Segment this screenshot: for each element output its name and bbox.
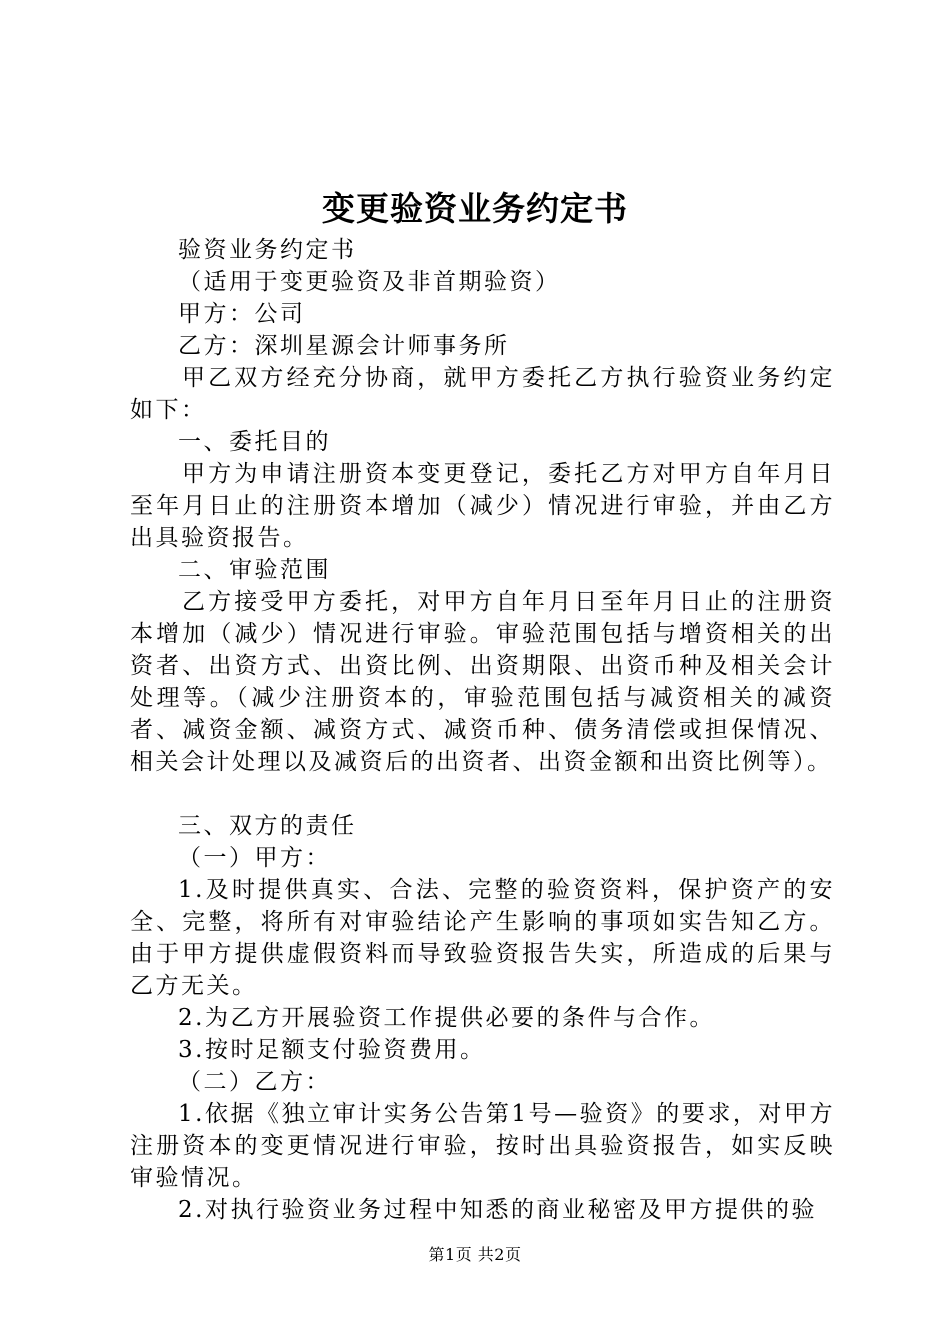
- section-heading-scope: 二、审验范围: [178, 557, 331, 583]
- paragraph-preamble: 甲乙双方经充分协商，就甲方委托乙方执行验资业务约定如下：: [130, 365, 835, 423]
- subsection-heading-party-a: （一）甲方：: [178, 845, 331, 871]
- paragraph-subtitle: 验资业务约定书: [178, 237, 357, 263]
- paragraph-applicability: （适用于变更验资及非首期验资）: [178, 269, 561, 295]
- document-body: [130, 234, 835, 1226]
- paragraph-party-b-item-1: 1.依据《独立审计实务公告第1号—验资》的要求，对甲方注册资本的变更情况进行审验，按时出具验资报告，如实反映审验情况。: [130, 1101, 835, 1191]
- paragraph-scope: 乙方接受甲方委托，对甲方自年月日至年月日止的注册资本增加（减少）情况进行审验。审验范围包括与增资相关的出资者、出资方式、出资比例、出资期限、出资币种及相关会计处理等。（减少注册资本的，审验范围包括与减资相关的减资者、减资金额、减资方式、减资币种、债务清偿或担保情况、相关会计处理以及减资后的出资者、出资金额和出资比例等）。: [130, 589, 835, 775]
- document-title: 变更验资业务约定书: [322, 189, 628, 228]
- paragraph-party-a-item-1: 1.及时提供真实、合法、完整的验资资料，保护资产的安全、完整，将所有对审验结论产生影响的事项如实告知乙方。由于甲方提供虚假资料而导致验资报告失实，所造成的后果与乙方无关。: [130, 877, 835, 999]
- paragraph-party-b-item-2: 2.对执行验资业务过程中知悉的商业秘密及甲方提供的验: [178, 1197, 817, 1223]
- paragraph-party-a-item-2: 2.为乙方开展验资工作提供必要的条件与合作。: [178, 1005, 715, 1031]
- section-heading-purpose: 一、委托目的: [178, 429, 331, 455]
- paragraph-purpose: 甲方为申请注册资本变更登记，委托乙方对甲方自年月日至年月日止的注册资本增加（减少）情况进行审验，并由乙方出具验资报告。: [130, 461, 835, 551]
- paragraph-party-a-item-3: 3.按时足额支付验资费用。: [178, 1037, 486, 1063]
- paragraph-party-b: 乙方：深圳星源会计师事务所: [178, 333, 510, 359]
- subsection-heading-party-b: （二）乙方：: [178, 1069, 331, 1095]
- section-heading-responsibilities: 三、双方的责任: [178, 813, 357, 839]
- page-number-footer: 第1页 共2页: [428, 1245, 522, 1264]
- paragraph-party-a: 甲方：公司: [178, 301, 306, 327]
